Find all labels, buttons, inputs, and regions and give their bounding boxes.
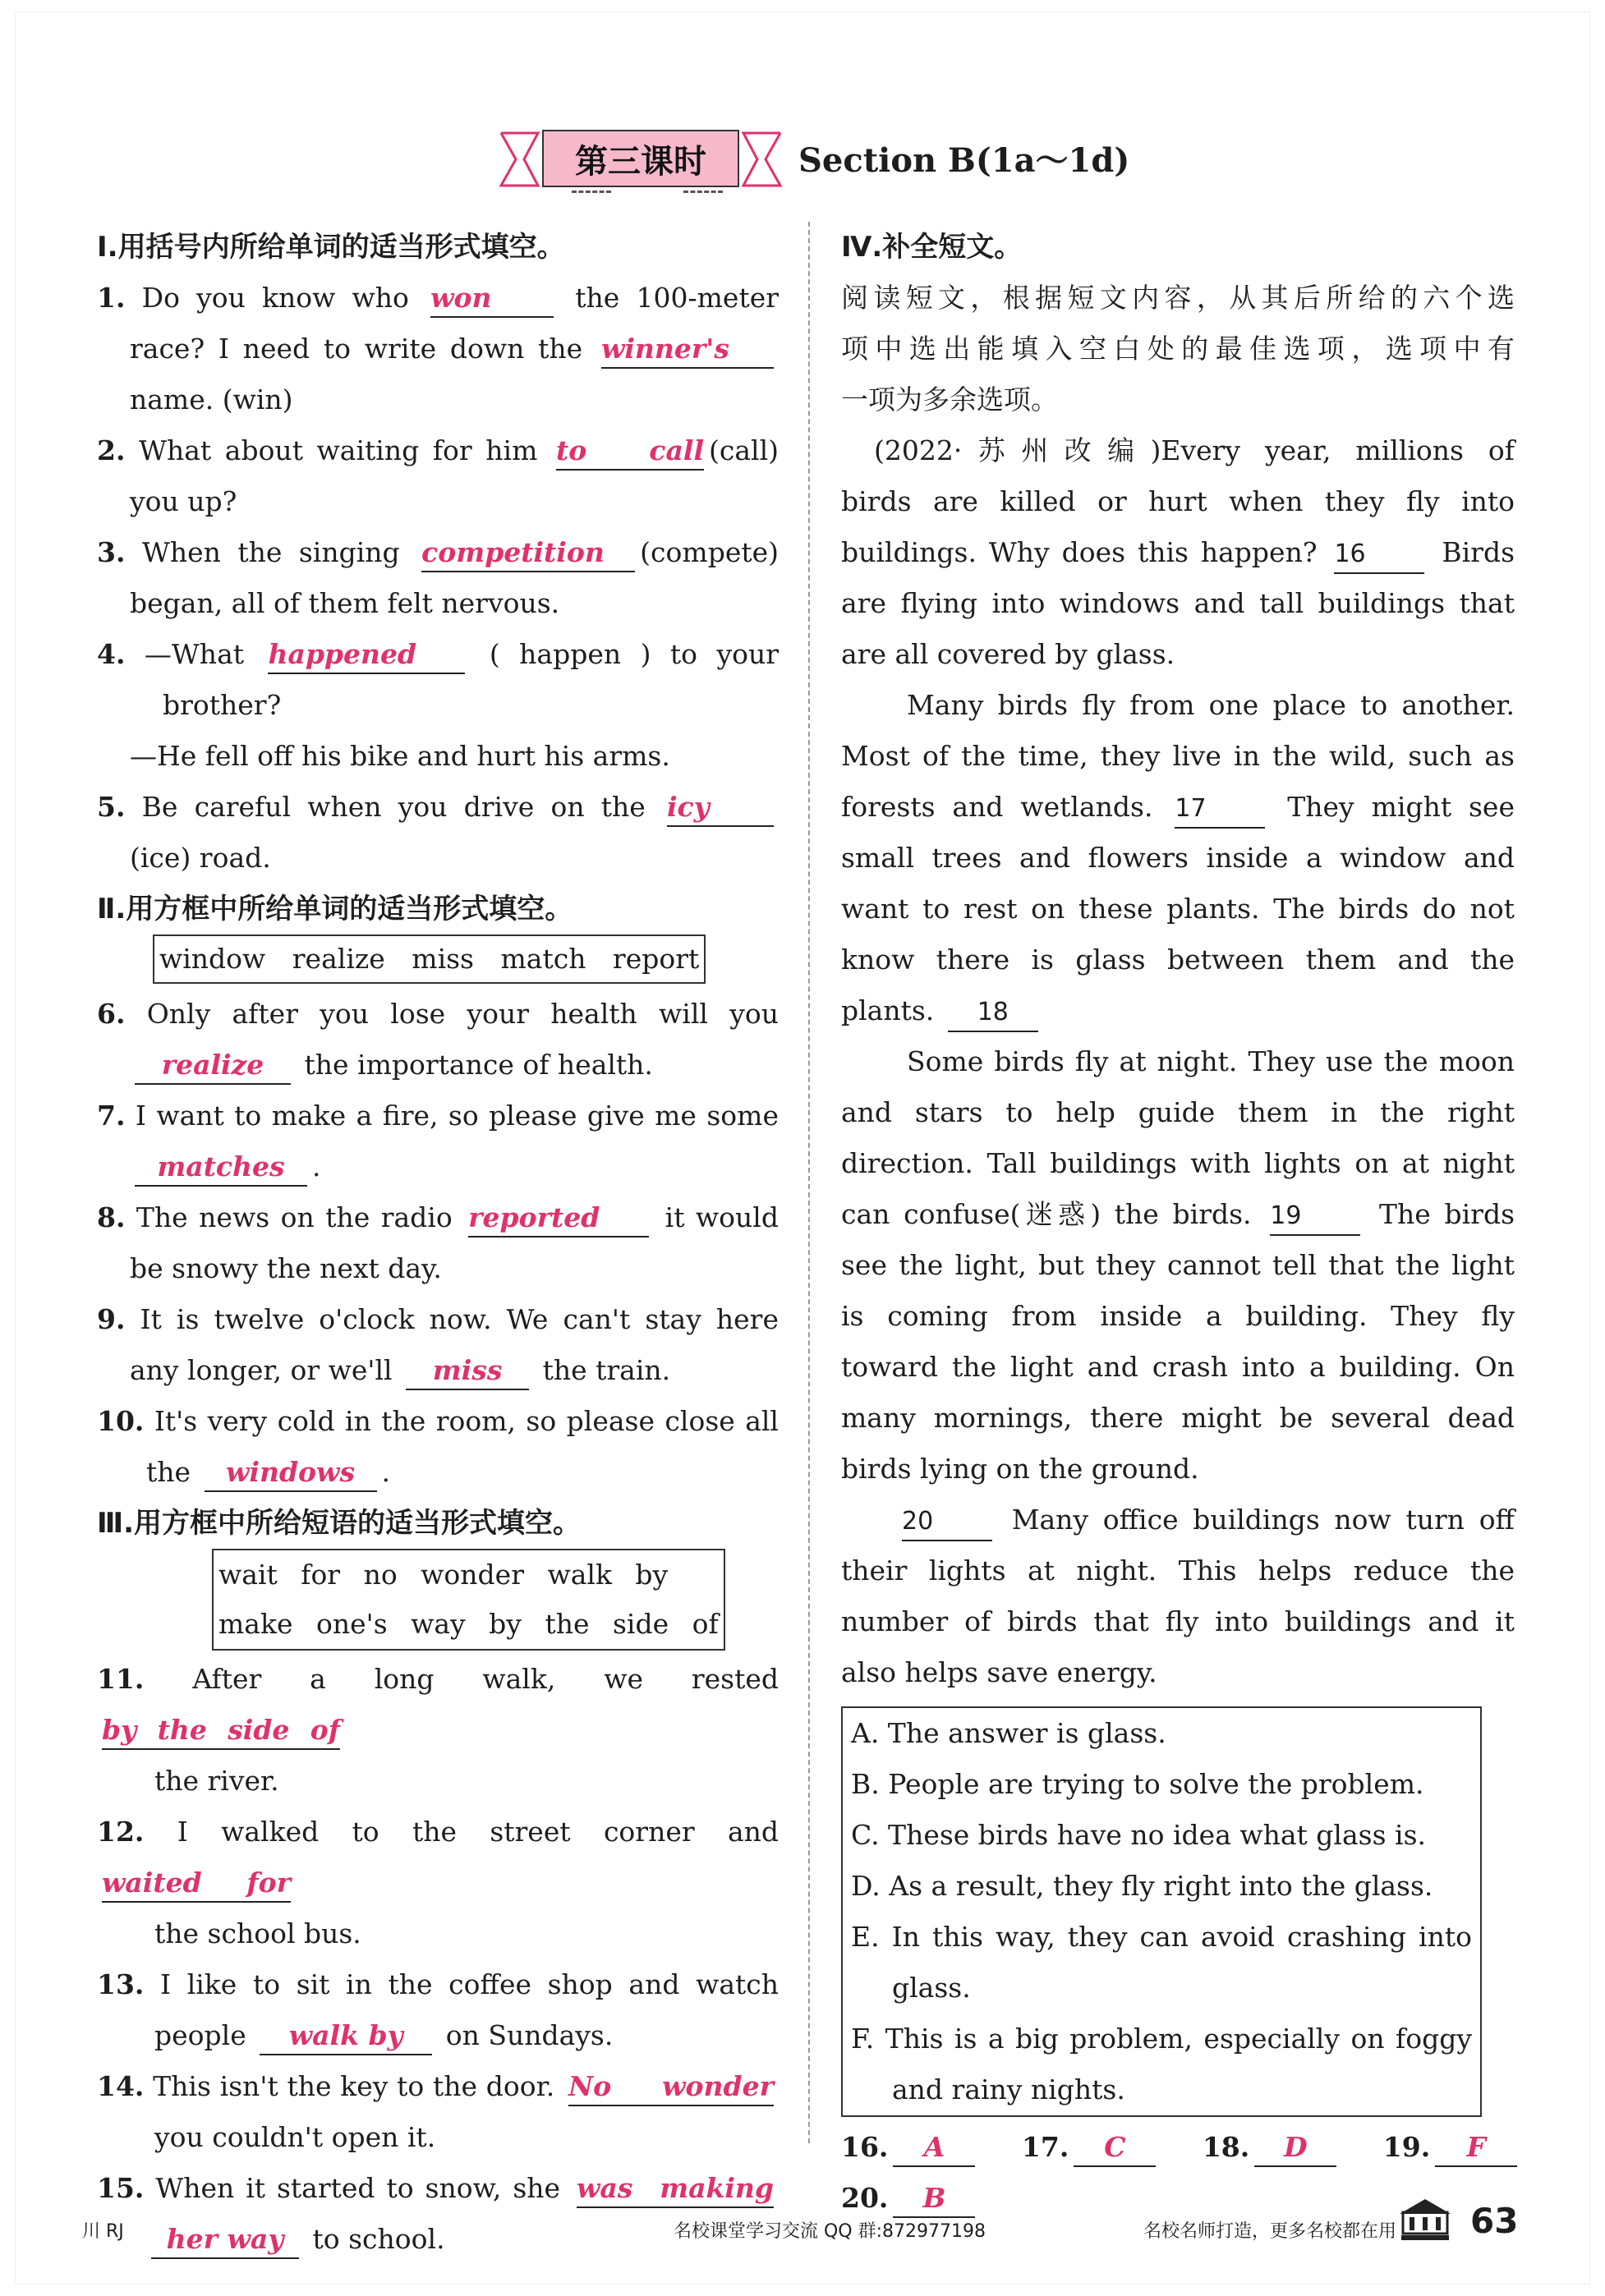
passage-line: small trees and flowers inside a window and <box>841 842 1515 874</box>
passage-line: Most of the time, they live in the wild, such as <box>841 740 1515 772</box>
q2-text-a: What about waiting for him <box>139 434 538 466</box>
q8-answer[interactable]: reported <box>468 1200 649 1238</box>
answer-20-label: 20. <box>841 2182 889 2214</box>
q2-text-c: you up? <box>130 485 237 517</box>
q7-answer[interactable]: matches <box>135 1149 307 1187</box>
option-f: F. This is a big problem, especially on foggy <box>851 2023 1472 2055</box>
blank-18[interactable]: 18 <box>948 994 1038 1032</box>
answer-17[interactable]: C <box>1074 2129 1156 2167</box>
q1-answer-1[interactable]: won <box>430 280 554 318</box>
passage-line: see the light, but they cannot tell that the light <box>841 1249 1515 1281</box>
question-13 <box>97 1959 779 2061</box>
option-f-cont: and rainy nights. <box>892 2073 1125 2105</box>
question-5 <box>97 782 779 884</box>
q7-text-a: I want to make a fire, so please give me some <box>135 1100 779 1132</box>
answer-18-label: 18. <box>1202 2131 1250 2163</box>
q9-number: 9. <box>97 1303 126 1335</box>
part3-heading: Ⅲ.用方框中所给短语的适当形式填空。 <box>97 1507 582 1540</box>
q3-text-b: (compete) <box>640 536 780 568</box>
answer-18[interactable]: D <box>1254 2129 1336 2167</box>
passage-line: buildings. Why does this happen? <box>841 536 1318 568</box>
q15-answer-1[interactable]: was making <box>577 2170 774 2208</box>
q10-number: 10. <box>97 1405 145 1437</box>
question-10 <box>97 1396 779 1498</box>
question-14 <box>97 2061 779 2163</box>
q4-text-c: brother? <box>163 689 282 721</box>
q13-text-b: people <box>154 2019 246 2051</box>
q4-text-a: —What <box>144 638 244 670</box>
phrase-box-line-1: wait for no wonder walk by <box>218 1559 669 1591</box>
passage-line: their lights at night. This helps reduce the <box>841 1554 1515 1587</box>
q10-text-c: . <box>381 1456 391 1488</box>
option-e-cont: glass. <box>892 1972 971 2004</box>
q13-text-c: on Sundays. <box>445 2019 614 2051</box>
answer-row-1 <box>841 2122 1515 2173</box>
answer-19-label: 19. <box>1382 2131 1431 2163</box>
banner-dash-left <box>572 191 611 193</box>
passage-line: many mornings, there might be several dead <box>841 1402 1515 1434</box>
question-2 <box>97 425 779 527</box>
q1-text-d: name. (win) <box>130 383 293 416</box>
q8-number: 8. <box>97 1201 126 1233</box>
q12-text-a: I walked to the street corner and <box>177 1816 779 1848</box>
word-box: window realize miss match report <box>153 934 706 984</box>
q2-number: 2. <box>97 434 126 466</box>
q3-answer[interactable]: competition <box>421 535 635 572</box>
q2-answer[interactable]: to call <box>556 433 704 471</box>
passage-line: toward the light and crash into a building. On <box>841 1351 1515 1383</box>
q11-answer[interactable]: by the side of <box>102 1712 340 1750</box>
passage-line: They might see <box>1287 791 1515 823</box>
passage-line: also helps save energy. <box>841 1656 1157 1688</box>
passage-line: (2022·苏州改编)Every year, millions of <box>874 434 1515 466</box>
blank-17[interactable]: 17 <box>1175 791 1265 829</box>
phrase-box-line-2: make one's way by the side of <box>218 1608 719 1640</box>
option-a: A. The answer is glass. <box>851 1717 1166 1749</box>
q15-text-b: to school. <box>312 2223 445 2255</box>
passage-line: are flying into windows and tall buildings that <box>841 587 1515 619</box>
q2-text-b: (call) <box>708 434 779 466</box>
q11-text-a: After a long walk, we rested <box>192 1663 779 1695</box>
q4-text-b: ( happen ) to your <box>489 638 779 670</box>
right-column <box>841 222 1515 2224</box>
lesson-title: 第三课时 <box>542 130 739 187</box>
q12-answer[interactable]: waited for <box>102 1865 291 1903</box>
q3-text-a: When the singing <box>141 536 400 568</box>
q6-answer[interactable]: realize <box>135 1047 291 1085</box>
question-11 <box>97 1654 779 1807</box>
blank-19[interactable]: 19 <box>1270 1198 1360 1236</box>
question-4 <box>97 629 779 782</box>
footer-slogan: 名校名师打造，更多名校都在用 <box>1143 2221 1397 2242</box>
q5-answer[interactable]: icy <box>667 789 774 827</box>
part2-heading: Ⅱ.用方框中所给单词的适当形式填空。 <box>97 893 573 925</box>
q5-text-a: Be careful when you drive on the <box>141 791 646 823</box>
q6-text-a: Only after you lose your health will you <box>146 998 779 1030</box>
answer-20[interactable]: B <box>893 2180 975 2218</box>
passage-line: Many office buildings now turn off <box>1011 1504 1515 1536</box>
q10-answer[interactable]: windows <box>205 1454 377 1492</box>
phrase-box <box>212 1549 725 1651</box>
q11-number: 11. <box>97 1663 145 1695</box>
blank-16[interactable]: 16 <box>1334 536 1424 574</box>
q7-number: 7. <box>97 1100 126 1132</box>
option-d: D. As a result, they fly right into the glass. <box>851 1870 1433 1902</box>
question-8 <box>97 1192 779 1294</box>
q15-text-a: When it started to snow, she <box>155 2172 561 2204</box>
blank-20[interactable]: 20 <box>902 1504 992 1541</box>
q7-text-b: . <box>312 1150 321 1182</box>
answer-17-label: 17. <box>1021 2131 1069 2163</box>
passage <box>841 425 1515 1698</box>
banner-dash-right <box>683 191 723 193</box>
column-divider <box>808 222 810 2143</box>
q1-number: 1. <box>97 282 126 314</box>
q4-answer[interactable]: happened <box>268 636 465 674</box>
q6-text-b: the importance of health. <box>304 1049 653 1081</box>
question-1 <box>97 273 779 425</box>
footer-qq-group: 名校课堂学习交流 QQ 群:872977198 <box>674 2221 986 2242</box>
q1-text-c: race? I need to write down the <box>130 333 583 365</box>
passage-line: want to rest on these plants. The birds do not <box>841 893 1515 925</box>
question-3 <box>97 527 779 629</box>
answer-16[interactable]: A <box>893 2129 975 2167</box>
part1-heading: Ⅰ.用括号内所给单词的适当形式填空。 <box>97 231 565 264</box>
passage-line: number of birds that fly into buildings and it <box>841 1605 1515 1637</box>
passage-line: is coming from inside a building. They fly <box>841 1300 1515 1332</box>
q14-number: 14. <box>97 2070 145 2102</box>
passage-line: forests and wetlands. <box>841 791 1153 823</box>
q9-answer[interactable]: miss <box>406 1352 529 1390</box>
q14-text-a: This isn't the key to the door. <box>153 2070 555 2102</box>
q1-text-a: Do you know who <box>141 282 409 314</box>
q9-text-a: It is twelve o'clock now. We can't stay here <box>140 1303 779 1335</box>
q13-text-a: I like to sit in the coffee shop and watch <box>160 1968 779 2000</box>
q10-text-b: the <box>146 1456 191 1488</box>
q3-number: 3. <box>97 536 126 568</box>
options-box <box>841 1706 1482 2117</box>
left-column <box>97 222 779 2265</box>
q9-text-c: the train. <box>542 1354 671 1386</box>
passage-line: know there is glass between them and the <box>841 944 1515 976</box>
q12-text-b: the school bus. <box>154 1917 361 1949</box>
passage-line: can confuse(迷惑) the birds. <box>841 1198 1252 1230</box>
q6-number: 6. <box>97 998 126 1030</box>
publisher-logo-icon <box>1396 2194 1454 2243</box>
q8-text-a: The news on the radio <box>136 1201 453 1233</box>
part4-instruction-3: 一项为多余选项。 <box>841 383 1058 416</box>
q5-number: 5. <box>97 791 126 823</box>
q9-text-b: any longer, or we'll <box>130 1354 393 1386</box>
question-12 <box>97 1807 779 1959</box>
option-c: C. These birds have no idea what glass is. <box>851 1819 1426 1851</box>
lesson-banner <box>493 123 1150 197</box>
q12-number: 12. <box>97 1816 145 1848</box>
passage-line: are all covered by glass. <box>841 638 1175 670</box>
q4-number: 4. <box>97 638 126 670</box>
passage-line: and stars to help guide them in the right <box>841 1096 1515 1128</box>
option-e: E. In this way, they can avoid crashing into <box>851 1921 1472 1953</box>
part4-instruction-2: 项中选出能填入空白处的最佳选项，选项中有 <box>841 333 1515 365</box>
question-6 <box>97 989 779 1091</box>
question-9 <box>97 1294 779 1396</box>
q5-text-b: (ice) road. <box>130 842 271 874</box>
q1-answer-2[interactable]: winner's <box>601 331 774 369</box>
q13-answer[interactable]: walk by <box>260 2018 432 2055</box>
q8-text-c: be snowy the next day. <box>130 1252 442 1284</box>
q15-number: 15. <box>97 2172 145 2204</box>
page-number: 63 <box>1470 2201 1519 2241</box>
footer-edition: 川 RJ <box>82 2221 124 2242</box>
q14-text-b: you couldn't open it. <box>154 2121 436 2153</box>
part4-heading: Ⅳ.补全短文。 <box>841 231 1023 264</box>
passage-line: direction. Tall buildings with lights on at night <box>841 1147 1515 1179</box>
q14-answer[interactable]: No wonder <box>568 2069 774 2106</box>
section-title: Section B(1a～1d) <box>798 141 1130 180</box>
q15-answer-2[interactable]: her way <box>151 2221 299 2259</box>
passage-line: Birds <box>1442 536 1515 568</box>
q10-text-a: It's very cold in the room, so please close all <box>154 1405 779 1437</box>
passage-line: birds lying on the ground. <box>841 1453 1199 1485</box>
q1-text-b: the 100-meter <box>575 282 780 314</box>
passage-line: Some birds fly at night. They use the moon <box>907 1045 1515 1077</box>
passage-line: birds are killed or hurt when they fly into <box>841 485 1515 517</box>
q13-number: 13. <box>97 1968 145 2000</box>
answer-16-label: 16. <box>841 2131 889 2163</box>
passage-line: Many birds fly from one place to another. <box>907 689 1515 721</box>
q8-text-b: it would <box>665 1201 779 1233</box>
q4-text-d: —He fell off his bike and hurt his arms. <box>130 740 670 772</box>
answer-19[interactable]: F <box>1435 2129 1517 2167</box>
question-15 <box>97 2163 779 2265</box>
q11-text-b: the river. <box>154 1765 279 1797</box>
q3-text-c: began, all of them felt nervous. <box>130 587 560 619</box>
passage-line: plants. <box>841 994 935 1026</box>
passage-line: The birds <box>1378 1198 1515 1230</box>
question-7 <box>97 1091 779 1192</box>
part4-instruction-1: 阅读短文，根据短文内容，从其后所给的六个选 <box>841 282 1515 314</box>
option-b: B. People are trying to solve the problem. <box>851 1768 1424 1800</box>
